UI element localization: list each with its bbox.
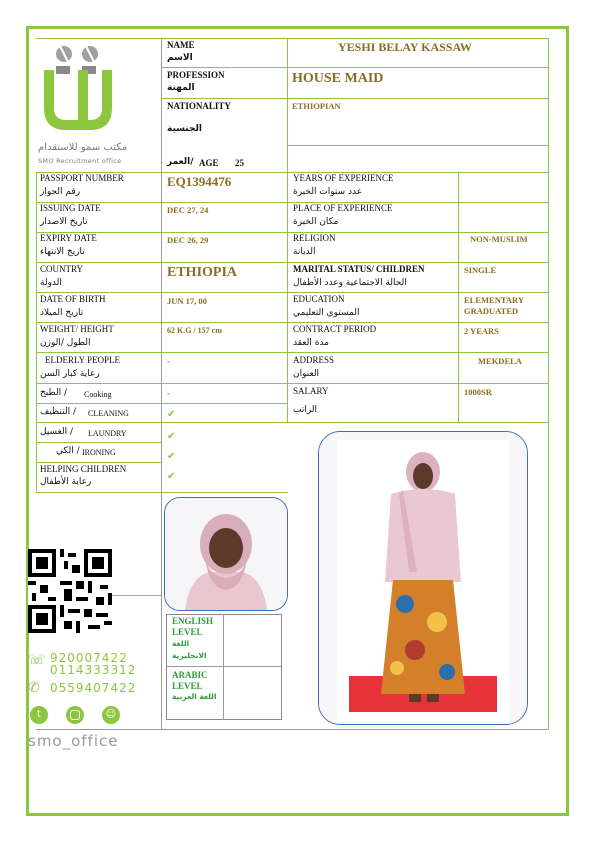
age-value: 25	[235, 158, 244, 168]
nationality-label-ar: الجنسية	[167, 124, 202, 134]
laundry-label: LAUNDRY	[88, 429, 127, 438]
children-check-icon: ✔	[167, 471, 176, 482]
education-label-ar: المستوي التعليمي	[293, 308, 360, 318]
cleaning-label-ar: التنظيف /	[40, 407, 76, 417]
nationality-label: NATIONALITY	[167, 101, 231, 111]
contract-label: CONTRACT PERIOD	[293, 324, 377, 334]
children-label: HELPING CHILDREN	[40, 464, 127, 474]
passport-label-ar: رقم الجواز	[40, 187, 81, 197]
phone-number-1[interactable]: 920007422	[50, 651, 128, 665]
arabic-level-label: ARABIC LEVEL	[172, 670, 208, 691]
instagram-icon[interactable]	[66, 706, 84, 724]
profession-label: PROFESSION	[167, 70, 225, 80]
passport-label: PASSPORT NUMBER	[40, 173, 124, 183]
age-label-ar: العمر/	[167, 157, 194, 167]
cooking-value: -	[167, 388, 170, 398]
place-label: PLACE OF EXPERIENCE	[293, 203, 393, 213]
education-label: EDUCATION	[293, 294, 345, 304]
salary-value: 1000SR	[464, 387, 492, 397]
years-label: YEARS OF EXPERIENCE	[293, 173, 394, 183]
ironing-check-icon: ✔	[167, 451, 176, 462]
arabic-level-label-ar: اللغة العربية	[172, 692, 217, 701]
dob-label-ar: تاريخ الميلاد	[40, 308, 84, 318]
cooking-label-ar: الطبخ /	[40, 388, 68, 398]
laundry-check-icon: ✔	[167, 431, 176, 442]
name-label-ar: الاسم	[167, 53, 193, 63]
issuing-value: DEC 27, 24	[167, 205, 209, 215]
education-value: ELEMENTARY GRADUATED	[464, 295, 524, 316]
cooking-label: Cooking	[84, 390, 112, 399]
issuing-label-ar: تاريخ الاصدار	[40, 217, 88, 227]
weight-label-ar: الطول /الوزن	[40, 338, 91, 348]
contract-value: 2 YEARS	[464, 326, 499, 336]
address-value: MEKDELA	[478, 356, 522, 366]
snapchat-icon[interactable]: ☺	[102, 706, 120, 724]
ironing-label-ar: الكي /	[56, 446, 80, 456]
salary-label: SALARY	[293, 386, 329, 396]
weight-label: WEIGHT/ HEIGHT	[40, 324, 114, 334]
years-label-ar: عدد سنوات الخبرة	[293, 187, 363, 197]
religion-label-ar: الديانة	[293, 247, 316, 257]
marital-label-ar: الحالة الاجتماعية وعدد الأطفال	[293, 278, 407, 288]
portrait-photo	[164, 497, 288, 611]
country-label: COUNTRY	[40, 264, 84, 274]
country-label-ar: الدولة	[40, 278, 62, 288]
salary-label-ar: الراتب	[293, 405, 318, 415]
nationality-value: ETHIOPIAN	[292, 101, 341, 111]
ironing-label: IRONING	[82, 448, 116, 457]
whatsapp-number[interactable]: 0559407422	[50, 681, 137, 695]
expiry-label-ar: تاريخ الانتهاء	[40, 247, 85, 257]
phone-number-2[interactable]: 0114333312	[50, 663, 137, 677]
weight-value: 62 K.G / 157 cm	[167, 326, 222, 335]
name-label: NAME	[167, 40, 195, 50]
dob-value: JUN 17, 00	[167, 296, 207, 306]
english-level-label: ENGLISH LEVEL	[172, 616, 214, 637]
children-label-ar: رعاية الأطفال	[40, 477, 92, 487]
english-level-label-ar: اللغة الانجليزية	[172, 639, 207, 660]
religion-value: NON-MUSLIM	[470, 234, 528, 244]
profession-value: HOUSE MAID	[292, 71, 384, 86]
place-label-ar: مكان الخبرة	[293, 217, 339, 227]
marital-value: SINGLE	[464, 265, 497, 275]
whatsapp-icon: ✆	[28, 680, 40, 696]
address-label-ar: العنوان	[293, 369, 320, 379]
name-value: YESHI BELAY KASSAW	[338, 40, 472, 54]
qr-code[interactable]	[28, 549, 112, 633]
religion-label: RELIGION	[293, 233, 336, 243]
marital-label: MARITAL STATUS/ CHILDREN	[293, 264, 425, 274]
elderly-label: ELDERLY PEOPLE	[45, 355, 121, 365]
expiry-value: DEC 26, 29	[167, 235, 209, 245]
cleaning-label: CLEANING	[88, 409, 129, 418]
issuing-label: ISSUING DATE	[40, 203, 101, 213]
country-value: ETHIOPIA	[167, 265, 238, 280]
contract-label-ar: مدة العقد	[293, 338, 329, 348]
laundry-label-ar: الغسيل /	[40, 427, 74, 437]
passport-value: EQ1394476	[167, 174, 232, 189]
social-handle: smo_office	[28, 732, 119, 750]
logo-mark-icon	[38, 40, 162, 140]
logo-arabic: مكتب سمو للاستقدام	[38, 142, 128, 153]
age-label: AGE	[199, 158, 219, 168]
dob-label: DATE OF BIRTH	[40, 294, 106, 304]
twitter-icon[interactable]: t	[30, 706, 48, 724]
phone-icon: ☏	[28, 652, 46, 668]
elderly-value: -	[167, 356, 170, 366]
cleaning-check-icon: ✔	[167, 409, 176, 420]
elderly-label-ar: رعاية كبار السن	[40, 369, 100, 379]
full-body-photo	[318, 431, 528, 725]
expiry-label: EXPIRY DATE	[40, 233, 97, 243]
address-label: ADDRESS	[293, 355, 335, 365]
profession-label-ar: المهنة	[167, 83, 195, 93]
logo-english: SMO Recruitment office	[38, 157, 122, 165]
